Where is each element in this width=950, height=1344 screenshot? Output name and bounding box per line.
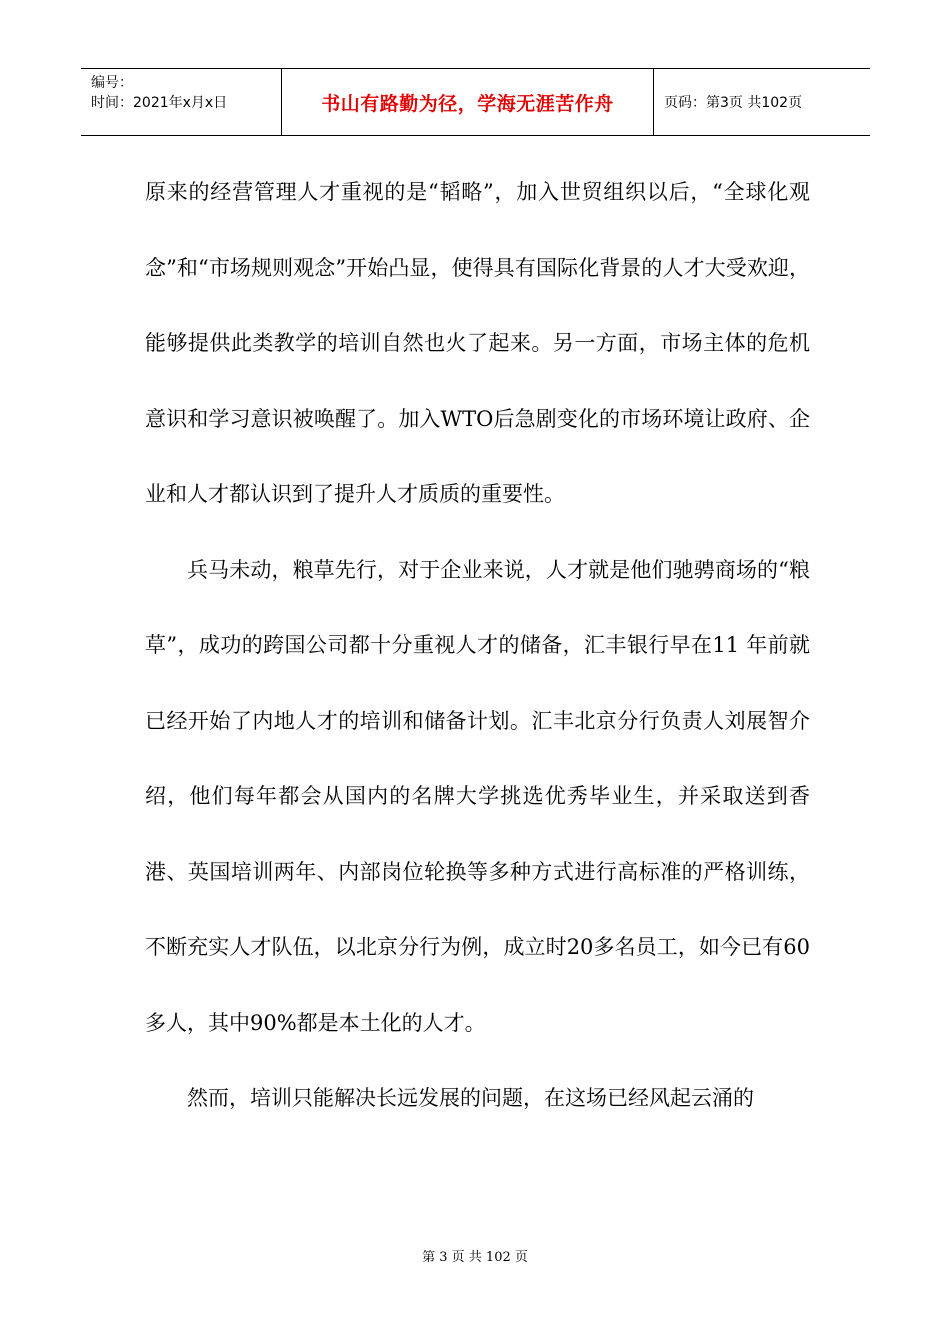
document-number-label: 编号： <box>91 75 133 91</box>
header-motto: 书山有路勤为径，学海无涯苦作舟 <box>321 92 614 115</box>
header-meta-cell <box>81 69 282 135</box>
page-footer: 第 3 页 共 102 页 <box>422 1250 528 1265</box>
document-body <box>145 155 810 1137</box>
paragraph-3: 然而，培训只能解决长远发展的问题，在这场已经风起云涌的 <box>187 1086 754 1110</box>
header-page-info: 页码：第3页 共102页 <box>664 95 803 111</box>
header-page-cell <box>654 69 870 135</box>
document-date-label: 时间：2021年x月x日 <box>91 95 228 111</box>
paragraph-2: 兵马未动，粮草先行，对于企业来说，人才就是他们驰骋商场的“粮草”，成功的跨国公司都十分重视人才的储备，汇丰银行早在11 年前就已经开始了内地人才的培训和储备计划。汇丰北京分行负责人刘展智介绍，他们每年都会从国内的名牌大学挑选优秀毕业生，并采取送到香港、英国培训两年、内部岗位轮换等多种方式进行高标准的严格训练，不断充实人才队伍，以北京分行为例，成立时20多名员工，如今已有60多人，其中90%都是本土化的人才。 <box>145 557 810 1035</box>
paragraph-1: 原来的经营管理人才重视的是“韬略”，加入世贸组织以后，“全球化观念”和“市场规则观念”开始凸显，使得具有国际化背景的人才大受欢迎，能够提供此类教学的培训自然也火了起来。另一方面，市场主体的危机意识和学习意识被唤醒了。加入WTO后急剧变化的市场环境让政府、企业和人才都认识到了提升人才质质的重要性。 <box>145 180 810 506</box>
document-header <box>81 68 870 136</box>
header-motto-cell <box>282 69 654 135</box>
